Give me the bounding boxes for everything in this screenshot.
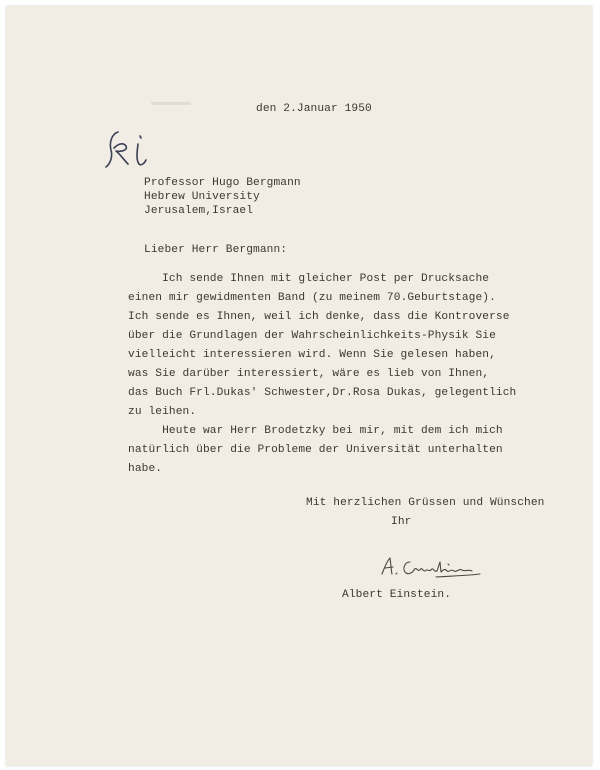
handwritten-signature — [376, 554, 486, 580]
body-line: was Sie darüber interessiert, wäre es lieb von Ihnen, — [128, 368, 490, 380]
handwritten-initials-ei — [102, 124, 162, 174]
recipient-institution: Hebrew University — [144, 191, 260, 203]
closing-pronoun: Ihr — [391, 516, 412, 528]
body-line: vielleicht interessieren wird. Wenn Sie gelesen haben, — [128, 349, 496, 361]
body-line: Heute war Herr Brodetzky bei mir, mit dem ich mich — [128, 425, 503, 437]
body-line: zu leihen. — [128, 406, 197, 418]
body-line: einen mir gewidmenten Band (zu meinem 70.Geburtstage). — [128, 292, 496, 304]
closing-phrase: Mit herzlichen Grüssen und Wünschen — [306, 497, 545, 509]
recipient-city: Jerusalem,Israel — [144, 205, 254, 217]
body-line: Ich sende es Ihnen, weil ich denke, dass die Kontroverse — [128, 311, 510, 323]
body-line: Ich sende Ihnen mit gleicher Post per Drucksache — [128, 273, 490, 285]
typed-letter — [6, 6, 592, 766]
letter-paper — [6, 6, 592, 766]
body-line: habe. — [128, 463, 163, 475]
body-line: natürlich über die Probleme der Universität unterhalten — [128, 444, 503, 456]
recipient-name: Professor Hugo Bergmann — [144, 177, 301, 189]
body-line: das Buch Frl.Dukas' Schwester,Dr.Rosa Dukas, gelegentlich — [128, 387, 517, 399]
salutation: Lieber Herr Bergmann: — [144, 244, 288, 256]
typed-signature: Albert Einstein. — [342, 589, 452, 601]
body-line: über die Grundlagen der Wahrscheinlichkeits-Physik Sie — [128, 330, 496, 342]
letter-date: den 2.Januar 1950 — [256, 103, 372, 115]
